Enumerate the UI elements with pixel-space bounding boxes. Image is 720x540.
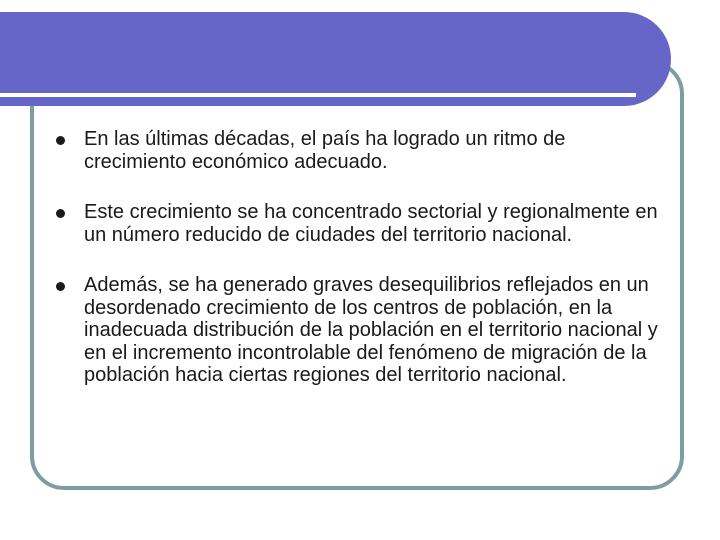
bullet-text: Además, se ha generado graves desequilibrios reflejados en un desordenado crecimiento de los centros de población, en la inadecuada distribución de la población en el territorio nacional y en el incremento incontrolable del fenómeno de migración de la población hacia ciertas regiones del territorio nacional. [84,274,658,386]
title-bar [0,12,671,106]
title-divider [0,93,636,97]
bullet-item [56,128,666,173]
bullet-item [56,274,666,387]
bullet-icon [56,136,65,145]
bullet-icon [56,209,65,218]
bullet-list [56,128,666,387]
bullet-text: En las últimas décadas, el país ha logrado un ritmo de crecimiento económico adecuado. [84,128,566,173]
bullet-item [56,201,666,246]
bullet-text: Este crecimiento se ha concentrado sectorial y regionalmente en un número reducido de ciudades del territorio nacional. [84,201,658,246]
bullet-icon [56,282,65,291]
